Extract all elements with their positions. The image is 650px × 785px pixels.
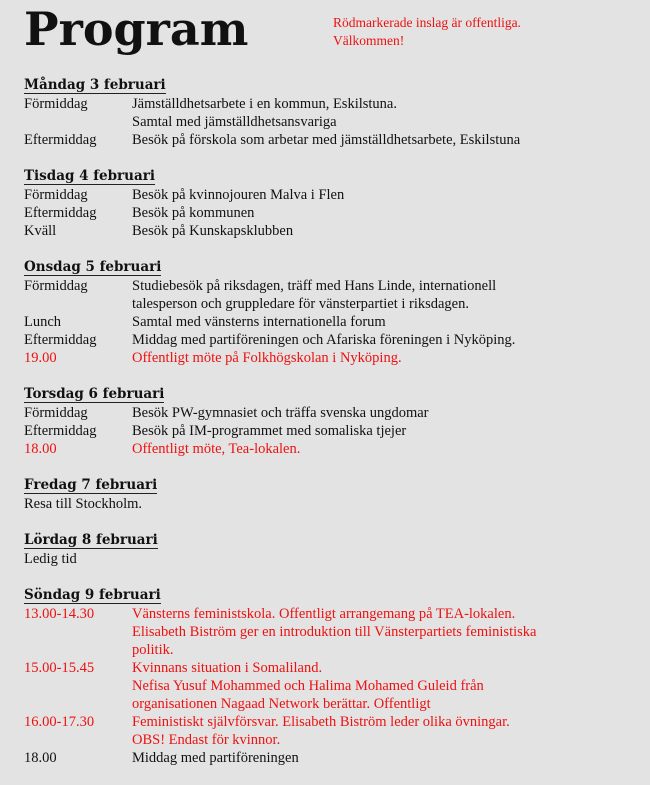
public-event-row xyxy=(24,605,634,659)
day-section xyxy=(24,76,634,149)
event-description xyxy=(132,222,634,240)
notice-line-1: Rödmarkerade inslag är offentliga. xyxy=(333,15,521,30)
description-line: OBS! Endast för kvinnor. xyxy=(132,732,281,748)
day-heading: Torsdag 6 februari xyxy=(24,386,165,402)
event-time: Förmiddag xyxy=(24,96,88,112)
day-section xyxy=(24,531,634,568)
event-row xyxy=(24,186,634,204)
day-section xyxy=(24,586,634,767)
event-row xyxy=(24,331,634,349)
event-row xyxy=(24,749,634,767)
event-description xyxy=(132,659,634,713)
event-description xyxy=(132,605,634,659)
event-time: Eftermiddag xyxy=(24,423,97,439)
event-description xyxy=(132,204,634,222)
event-time: 19.00 xyxy=(24,350,57,366)
event-time: Lunch xyxy=(24,314,62,330)
schedule xyxy=(24,76,634,785)
event-description xyxy=(132,313,634,331)
public-events-notice xyxy=(333,14,521,50)
public-event-row xyxy=(24,713,634,749)
day-heading: Söndag 9 februari xyxy=(24,587,161,603)
description-line: Offentligt möte, Tea-lokalen. xyxy=(132,441,301,457)
event-description xyxy=(132,131,634,149)
description-line: Samtal med vänsterns internationella forum xyxy=(132,314,386,330)
description-line: Elisabeth Biström ger en introduktion till Vänsterpartiets feministiska xyxy=(132,624,537,640)
description-line: Vänsterns feministskola. Offentligt arrangemang på TEA-lokalen. xyxy=(132,606,516,622)
event-description xyxy=(132,331,634,349)
public-event-row xyxy=(24,440,634,458)
description-line: Studiebesök på riksdagen, träff med Hans Linde, internationell xyxy=(132,278,497,294)
event-time: 15.00-15.45 xyxy=(24,660,95,676)
day-heading: Onsdag 5 februari xyxy=(24,259,162,275)
event-time: Förmiddag xyxy=(24,187,88,203)
description-line: Feministiskt självförsvar. Elisabeth Biström leder olika övningar. xyxy=(132,714,510,730)
event-row xyxy=(24,313,634,331)
event-time: Eftermiddag xyxy=(24,332,97,348)
description-line: Besök på kvinnojouren Malva i Flen xyxy=(132,187,345,203)
description-line: Besök på Kunskapsklubben xyxy=(132,223,294,239)
description-line: Besök på IM-programmet med somaliska tjejer xyxy=(132,423,407,439)
description-line: Middag med partiföreningen xyxy=(132,750,299,766)
event-description xyxy=(132,186,634,204)
day-section xyxy=(24,258,634,367)
event-time: Förmiddag xyxy=(24,278,88,294)
description-line: Besök på förskola som arbetar med jämställdhetsarbete, Eskilstuna xyxy=(132,132,521,148)
description-line: Offentligt möte på Folkhögskolan i Nyköping. xyxy=(132,350,402,366)
event-description xyxy=(132,349,634,367)
event-description xyxy=(132,749,634,767)
event-time: Eftermiddag xyxy=(24,132,97,148)
day-note: Ledig tid xyxy=(24,551,77,567)
day-section xyxy=(24,476,634,513)
day-heading: Lördag 8 februari xyxy=(24,532,158,548)
event-description xyxy=(132,713,634,749)
event-row xyxy=(24,95,634,131)
public-event-row xyxy=(24,659,634,713)
day-section xyxy=(24,385,634,458)
event-row xyxy=(24,404,634,422)
description-line: Samtal med jämställdhetsansvariga xyxy=(132,114,337,130)
event-time: 18.00 xyxy=(24,750,57,766)
event-description xyxy=(132,422,634,440)
event-description xyxy=(132,404,634,422)
event-description xyxy=(132,440,634,458)
description-line: Nefisa Yusuf Mohammed och Halima Mohamed Guleid från xyxy=(132,678,484,694)
event-description xyxy=(132,95,634,131)
public-event-row xyxy=(24,349,634,367)
day-section xyxy=(24,167,634,240)
event-row xyxy=(24,277,634,313)
event-row xyxy=(24,204,634,222)
event-row xyxy=(24,222,634,240)
event-description xyxy=(132,277,634,313)
notice-line-2: Välkommen! xyxy=(333,33,405,48)
description-line: Jämställdhetsarbete i en kommun, Eskilstuna. xyxy=(132,96,397,112)
day-heading: Fredag 7 februari xyxy=(24,477,158,493)
event-time: Förmiddag xyxy=(24,405,88,421)
day-heading: Tisdag 4 februari xyxy=(24,168,155,184)
day-heading: Måndag 3 februari xyxy=(24,77,166,93)
description-line: organisationen Nagaad Network berättar. Offentligt xyxy=(132,696,431,712)
event-time: 18.00 xyxy=(24,441,57,457)
event-time: 13.00-14.30 xyxy=(24,606,95,622)
description-line: Middag med partiföreningen och Afariska föreningen i Nyköping. xyxy=(132,332,516,348)
description-line: Kvinnans situation i Somaliland. xyxy=(132,660,323,676)
day-note: Resa till Stockholm. xyxy=(24,496,143,512)
event-row xyxy=(24,131,634,149)
description-line: talesperson och gruppledare för vänsterpartiet i riksdagen. xyxy=(132,296,469,312)
event-row xyxy=(24,422,634,440)
event-time: 16.00-17.30 xyxy=(24,714,95,730)
description-line: Besök på kommunen xyxy=(132,205,255,221)
event-time: Kväll xyxy=(24,223,57,239)
page-title: Program xyxy=(24,2,249,56)
description-line: politik. xyxy=(132,642,174,658)
event-time: Eftermiddag xyxy=(24,205,97,221)
description-line: Besök PW-gymnasiet och träffa svenska ungdomar xyxy=(132,405,429,421)
